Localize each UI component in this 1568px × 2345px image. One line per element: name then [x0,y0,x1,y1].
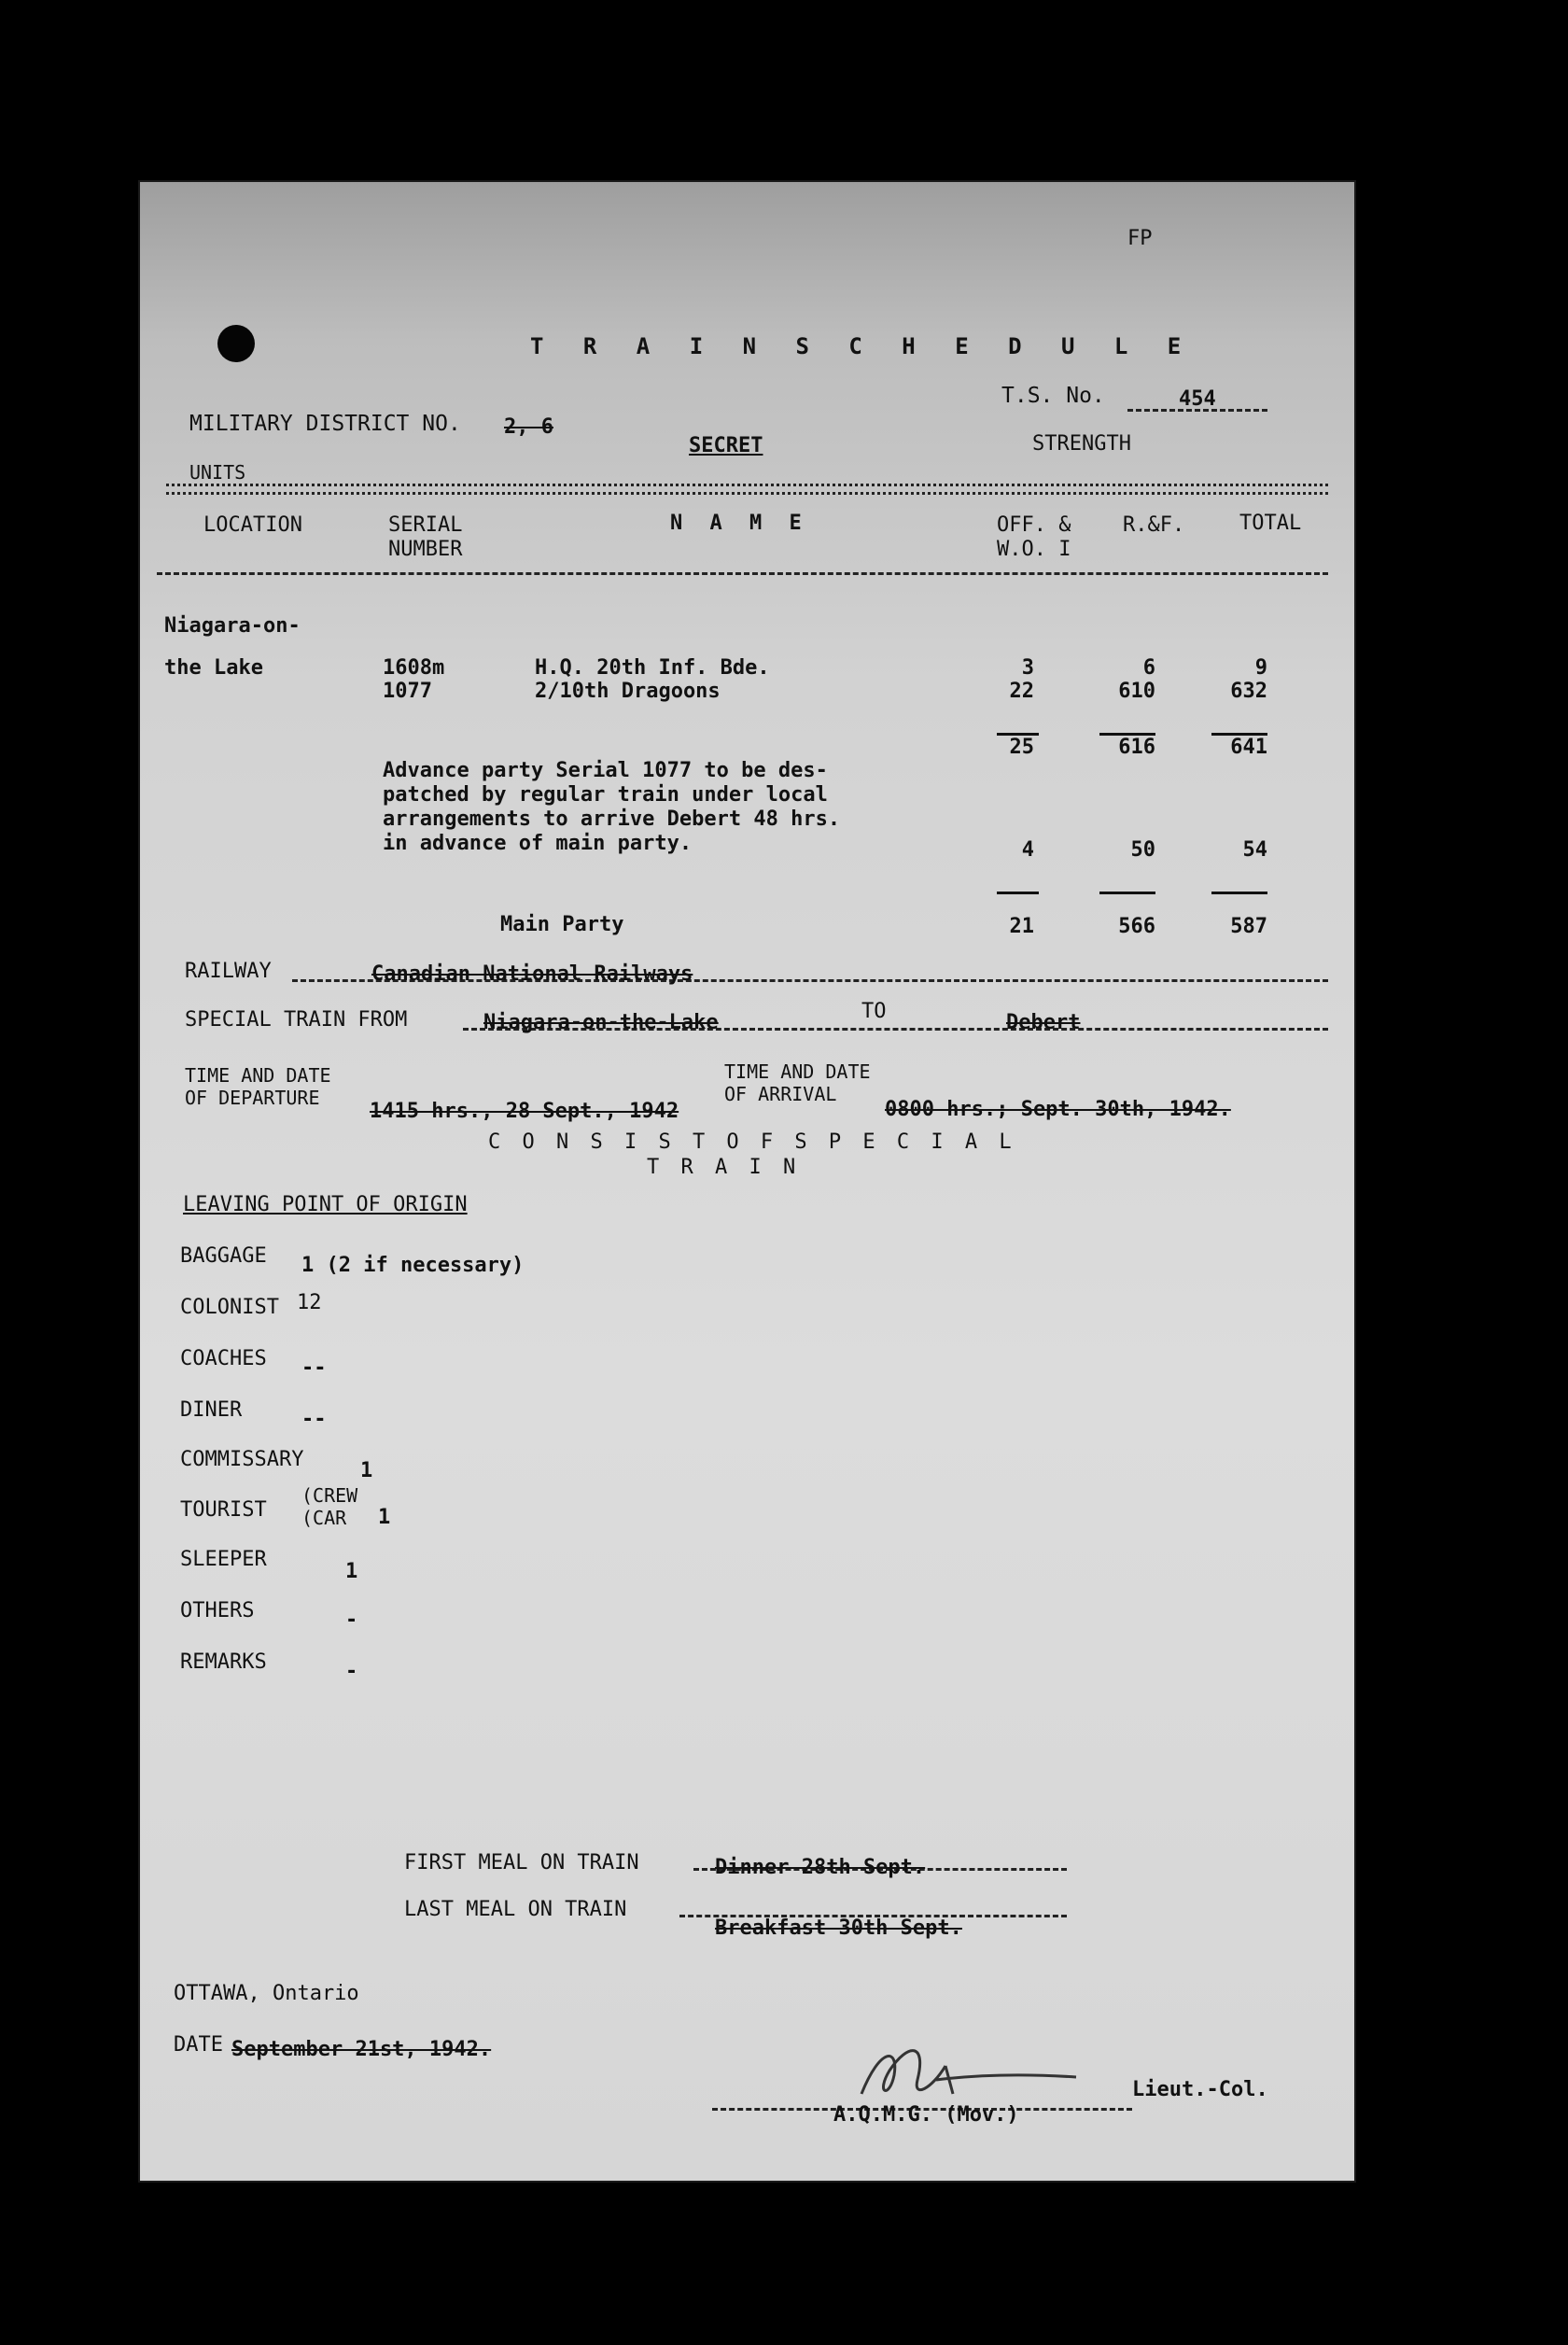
strength-label: STRENGTH [1032,432,1131,456]
others-label: OTHERS [180,1599,255,1622]
departure-value: 1415 hrs., 28 Sept., 1942 [370,1100,679,1123]
sleeper-label: SLEEPER [180,1548,267,1571]
remarks-value: - [345,1660,358,1683]
advance-line-1: Advance party Serial 1077 to be des- [383,759,828,782]
main-party-total: 587 [1230,915,1267,938]
special-train-from: Niagara-on-the-Lake [483,1011,719,1034]
baggage-label: BAGGAGE [180,1244,267,1268]
date-label: DATE [174,2033,223,2057]
location-line-2: the Lake [164,656,263,680]
column-rf: R.&F. [1123,513,1185,537]
column-off: OFF. & [997,513,1071,537]
baggage-value: 1 (2 if necessary) [301,1254,525,1277]
consist-heading-2: T R A I N [647,1156,801,1179]
place-line: OTTAWA, Ontario [174,1982,359,2005]
row-2-total: 632 [1230,680,1267,703]
row-2-serial: 1077 [383,680,432,703]
page-title: T R A I N S C H E D U L E [530,333,1195,359]
advance-total: 54 [1242,838,1267,862]
first-meal-value: Dinner 28th Sept. [715,1856,926,1879]
advance-line-4: in advance of main party. [383,832,693,855]
arrival-label-2: OF ARRIVAL [724,1083,837,1105]
row-1-off: 3 [1021,656,1034,680]
consist-heading-1: C O N S I S T O F S P E C I A L [488,1130,1016,1154]
military-district-label: MILITARY DISTRICT NO. [189,412,461,436]
military-district-value: 2, 6 [504,415,553,439]
signatory-rank: Lieut.-Col. [1132,2078,1268,2101]
last-meal-value: Breakfast 30th Sept. [715,1917,962,1940]
main-party-off: 21 [1009,915,1034,938]
commissary-value: 1 [360,1459,373,1482]
units-label: UNITS [189,461,246,484]
diner-label: DINER [180,1398,243,1422]
header-double-rule [166,484,1328,495]
signature [843,2038,1085,2113]
main-party-label: Main Party [500,913,624,936]
coaches-label: COACHES [180,1347,267,1370]
location-line-1: Niagara-on- [164,614,301,638]
special-train-to: Debert [1006,1011,1081,1034]
column-serial-number: NUMBER [388,538,463,561]
subtotal-rf: 616 [1118,736,1155,759]
remarks-label: REMARKS [180,1650,267,1674]
column-location: LOCATION [203,513,302,537]
railway-value: Canadian National Railways [371,962,693,986]
row-1-rf: 6 [1142,656,1155,680]
column-serial: SERIAL [388,513,463,537]
ts-number-line [1127,409,1267,412]
arrival-label-1: TIME AND DATE [724,1060,871,1083]
tourist-value: 1 [378,1506,391,1529]
tourist-crew: (CREW [301,1484,358,1507]
tourist-label: TOURIST [180,1498,267,1522]
diner-value: -- [301,1408,327,1431]
sleeper-value: 1 [345,1560,358,1583]
advance-off: 4 [1021,838,1034,862]
main-rule-off [997,892,1039,894]
main-rule-total [1211,892,1267,894]
row-2-rf: 610 [1118,680,1155,703]
date-value: September 21st, 1942. [231,2038,492,2061]
column-header-rule [157,572,1328,575]
column-total: TOTAL [1239,512,1302,535]
advance-line-2: patched by regular train under local [383,783,828,807]
column-name: N A M E [670,512,809,535]
departure-label-2: OF DEPARTURE [185,1087,320,1109]
special-train-to-label: TO [861,1000,887,1023]
row-1-name: H.Q. 20th Inf. Bde. [535,656,770,680]
others-value: - [345,1608,358,1632]
row-2-off: 22 [1009,680,1034,703]
first-meal-label: FIRST MEAL ON TRAIN [404,1851,639,1875]
main-party-rf: 566 [1118,915,1155,938]
row-1-total: 9 [1254,656,1267,680]
last-meal-label: LAST MEAL ON TRAIN [404,1898,627,1921]
leaving-point-heading: LEAVING POINT OF ORIGIN [183,1193,468,1216]
ts-number-label: T.S. No. [1001,384,1105,408]
subtotal-off: 25 [1009,736,1034,759]
fp-mark: FP [1127,227,1153,250]
commissary-label: COMMISSARY [180,1448,304,1471]
colonist-value: 12 [297,1291,322,1314]
secret-label: SECRET [689,434,763,457]
row-2-name: 2/10th Dragoons [535,680,721,703]
advance-line-3: arrangements to arrive Debert 48 hrs. [383,807,841,831]
subtotal-total: 641 [1230,736,1267,759]
column-wo: W.O. I [997,538,1071,561]
advance-rf: 50 [1130,838,1155,862]
ts-number-value: 454 [1179,387,1216,411]
main-rule-rf [1099,892,1155,894]
arrival-value: 0800 hrs.; Sept. 30th, 1942. [885,1098,1231,1121]
special-train-label: SPECIAL TRAIN FROM [185,1008,408,1032]
colonist-label: COLONIST [180,1296,279,1319]
departure-label-1: TIME AND DATE [185,1064,331,1087]
tourist-car: (CAR [301,1507,347,1529]
punch-hole [217,325,255,362]
signatory-office: A.Q.M.G. (Mov.) [833,2103,1019,2127]
train-schedule-document [138,180,1356,2183]
railway-label: RAILWAY [185,960,272,983]
row-1-serial: 1608m [383,656,445,680]
coaches-value: -- [301,1356,327,1380]
